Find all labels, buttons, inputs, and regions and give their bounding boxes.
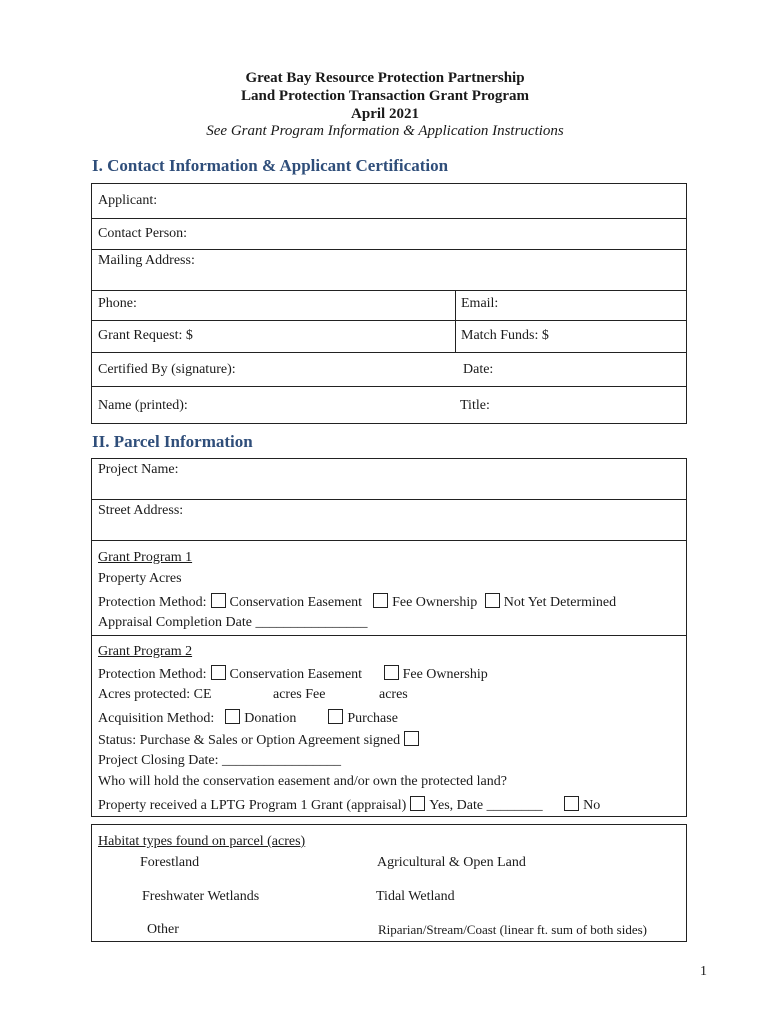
certified-by-field[interactable]: Certified By (signature):: [98, 362, 236, 377]
gp2-heading: Grant Program 2: [98, 644, 193, 659]
gp2-ce-checkbox[interactable]: [211, 665, 226, 680]
gp2-donation-checkbox[interactable]: [225, 709, 240, 724]
gp2-lptg-label: Property received a LPTG Program 1 Grant (appraisal): [98, 798, 407, 813]
page-number: 1: [700, 964, 707, 979]
habitat-freshwater[interactable]: Freshwater Wetlands: [142, 889, 260, 904]
gp1-fee-checkbox[interactable]: [373, 593, 388, 608]
habitat-table: [91, 824, 687, 942]
gp2-yes-checkbox[interactable]: [410, 796, 425, 811]
gp2-status: [98, 731, 423, 749]
gp1-heading: Grant Program 1: [98, 550, 193, 565]
gp2-acq-label: Acquisition Method:: [98, 711, 215, 726]
title-field[interactable]: Title:: [460, 398, 490, 413]
gp1-protection-label: Protection Method:: [98, 595, 207, 610]
street-address-field[interactable]: Street Address:: [98, 503, 184, 518]
program-title: Land Protection Transaction Grant Program: [240, 88, 530, 104]
section-2-title: II. Parcel Information: [92, 432, 253, 451]
gp2-status-label: Status: Purchase & Sales or Option Agreement signed: [98, 733, 401, 748]
gp2-no-checkbox[interactable]: [564, 796, 579, 811]
habitat-heading: Habitat types found on parcel (acres): [98, 834, 306, 849]
gp1-ce-checkbox[interactable]: [211, 593, 226, 608]
phone-field[interactable]: Phone:: [98, 296, 137, 311]
gp2-ce-label: Conservation Easement: [229, 667, 363, 682]
section-1-title: I. Contact Information & Applicant Certification: [92, 156, 449, 175]
gp2-protection-method: [98, 665, 488, 683]
instructions-note: See Grant Program Information & Application Instructions: [206, 123, 564, 139]
habitat-tidal[interactable]: Tidal Wetland: [376, 889, 455, 904]
gp2-fee-label: Fee Ownership: [402, 667, 488, 682]
gp2-donation-label: Donation: [244, 711, 297, 726]
gp2-no-label: No: [583, 798, 601, 813]
gp2-who-hold: Who will hold the conservation easement and/or own the protected land?: [98, 774, 507, 789]
date-field[interactable]: Date:: [463, 362, 494, 377]
gp1-fee-label: Fee Ownership: [392, 595, 478, 610]
mailing-address-field[interactable]: Mailing Address:: [98, 253, 195, 268]
gp1-property-acres[interactable]: Property Acres: [98, 571, 182, 586]
gp2-fee-checkbox[interactable]: [384, 665, 399, 680]
habitat-agricultural[interactable]: Agricultural & Open Land: [377, 855, 526, 870]
gp2-acres-protected-label[interactable]: Acres protected: CE: [98, 687, 212, 702]
gp2-status-checkbox[interactable]: [404, 731, 419, 746]
contact-person-field[interactable]: Contact Person:: [98, 226, 188, 241]
gp1-nyd-label: Not Yet Determined: [503, 595, 617, 610]
gp2-yes-label: Yes, Date ________: [429, 798, 543, 813]
gp2-purchase-checkbox[interactable]: [328, 709, 343, 724]
match-funds-field[interactable]: Match Funds: $: [461, 328, 549, 343]
gp2-lptg: [98, 796, 600, 814]
date-title: April 2021: [351, 106, 419, 122]
email-field[interactable]: Email:: [461, 296, 499, 311]
org-title: Great Bay Resource Protection Partnership: [245, 70, 525, 86]
gp2-protection-label: Protection Method:: [98, 667, 207, 682]
habitat-forestland[interactable]: Forestland: [140, 855, 200, 870]
gp2-acres-fee-label[interactable]: acres Fee: [273, 687, 326, 702]
gp1-appraisal-date[interactable]: Appraisal Completion Date ________________: [98, 615, 368, 630]
gp1-protection-method: [98, 593, 616, 611]
project-name-field[interactable]: Project Name:: [98, 462, 179, 477]
habitat-riparian[interactable]: Riparian/Stream/Coast (linear ft. sum of both sides): [378, 922, 647, 937]
gp2-acres-label: acres: [379, 687, 408, 702]
gp1-ce-label: Conservation Easement: [229, 595, 363, 610]
grant-request-field[interactable]: Grant Request: $: [98, 328, 193, 343]
gp2-purchase-label: Purchase: [347, 711, 398, 726]
habitat-other[interactable]: Other: [147, 922, 179, 937]
name-printed-field[interactable]: Name (printed):: [98, 398, 188, 413]
applicant-field[interactable]: Applicant:: [98, 193, 158, 208]
gp1-nyd-checkbox[interactable]: [485, 593, 500, 608]
gp2-acquisition-method: [98, 709, 398, 727]
gp2-closing-date[interactable]: Project Closing Date: _________________: [98, 753, 342, 768]
parcel-info-table: [91, 458, 687, 817]
contact-info-table: [91, 183, 687, 424]
